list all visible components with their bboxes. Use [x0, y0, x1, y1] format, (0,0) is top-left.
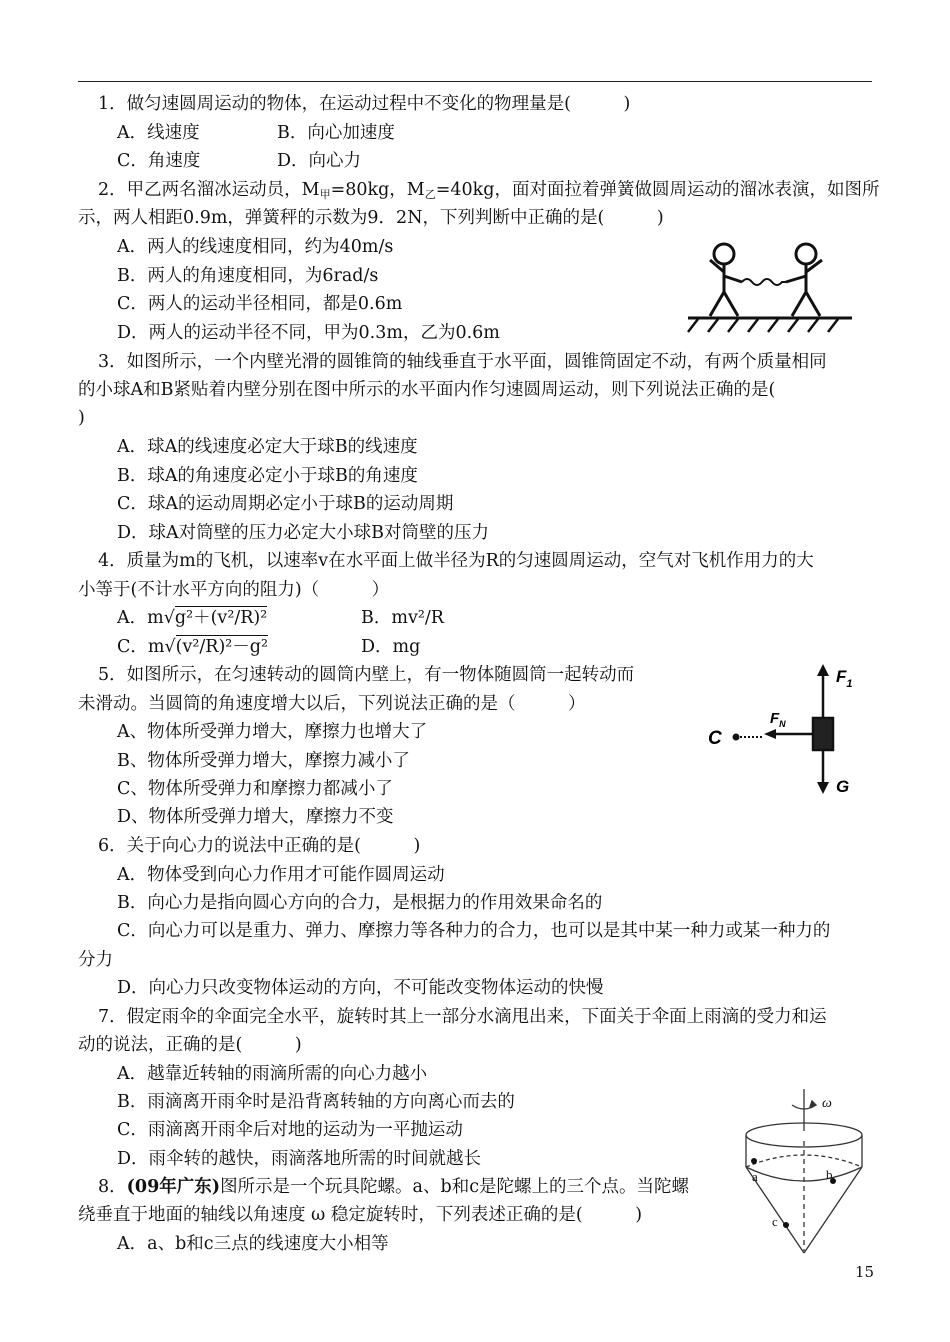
a-label: a	[752, 1169, 758, 1184]
q4-stem-line2: 小等于(不计水平方向的阻力)（ ）	[78, 580, 390, 600]
b-label: b	[826, 1167, 833, 1182]
q4-option-c: C．m√(v²/R)²－g²	[117, 637, 269, 657]
q4-a-radicand: g²＋(v²/R)²	[174, 608, 268, 628]
q2-stem-line1: 2．甲乙两名溜冰运动员，$M_甲=80kg$，$M_乙=40kg$，面对面拉着弹簧做圆周运动的溜冰表演，如图所	[98, 180, 880, 201]
q1-option-d: D．向心力	[277, 151, 362, 171]
q4-option-a: A．m√g²＋(v²/R)²	[117, 608, 268, 628]
q3-option-a: A．球A的线速度必定大于球B的线速度	[117, 437, 418, 457]
spinning-top-figure	[738, 1085, 870, 1260]
q5-option-b: B、物体所受弹力增大，摩擦力减小了	[117, 751, 410, 771]
q2-stem-line2: 示，两人相距0.9m，弹簧秤的示数为9．2N，下列判断中正确的是( )	[78, 208, 664, 228]
q8-source-tag: (09年广东)	[126, 1177, 221, 1197]
q8-stem-line2: 绕垂直于地面的轴线以角速度 ω 稳定旋转时，下列表述正确的是( )	[78, 1205, 643, 1225]
q1-stem: 1．做匀速圆周运动的物体，在运动过程中不变化的物理量是( )	[98, 94, 631, 114]
page-number: 15	[855, 1263, 875, 1281]
header-rule	[78, 81, 872, 82]
q5-stem-line1: 5．如图所示，在匀速转动的圆筒内壁上，有一物体随圆筒一起转动而	[98, 665, 635, 685]
q8-stem-line1: 8．(09年广东)图所示是一个玩具陀螺。a、b和c是陀螺上的三个点。当陀螺	[98, 1177, 689, 1197]
q2-option-b: B．两人的角速度相同，为6rad/s	[117, 266, 379, 286]
q3-option-d: D．球A对筒壁的压力必定大小球B对筒壁的压力	[117, 523, 490, 543]
q4-option-b: B．mv²/R	[361, 608, 444, 628]
q3-option-b: B．球A的角速度必定小于球B的角速度	[117, 466, 418, 486]
q4-c-radicand: (v²/R)²－g²	[175, 637, 269, 657]
point-c-dot	[783, 1222, 789, 1228]
q3-option-c: C．球A的运动周期必定小于球B的运动周期	[117, 494, 454, 514]
fn-label: $F_N$	[770, 710, 786, 729]
q4-option-d: D．mg	[361, 637, 421, 657]
q3-stem-line2: 的小球A和B紧贴着内壁分别在图中所示的水平面内作匀速圆周运动，则下列说法正确的是(	[78, 380, 776, 400]
q5-option-d: D、物体所受弹力增大，摩擦力不变	[117, 807, 394, 827]
q6-option-d: D．向心力只改变物体运动的方向，不可能改变物体运动的快慢	[117, 978, 604, 998]
q5-stem-line2: 未滑动。当圆筒的角速度增大以后，下列说法正确的是（ ）	[78, 694, 586, 714]
q1-option-b: B．向心加速度	[277, 123, 395, 143]
c-label: C	[708, 728, 722, 749]
q3-stem-line3: )	[78, 408, 85, 428]
q5-option-c: C、物体所受弹力和摩擦力都减小了	[117, 779, 393, 799]
q4-stem-line1: 4．质量为m的飞机，以速率v在水平面上做半径为R的匀速圆周运动，空气对飞机作用力的大	[98, 551, 814, 571]
q8-option-a: A．a、b和c三点的线速度大小相等	[117, 1234, 389, 1254]
q2-option-a: A．两人的线速度相同，约为40m/s	[117, 237, 394, 257]
point-a-dot	[751, 1158, 757, 1164]
q2-sub-yi: 乙	[424, 188, 436, 201]
q6-option-b: B．向心力是指向圆心方向的合力，是根据力的作用效果命名的	[117, 893, 603, 913]
q7-option-d: D．雨伞转的越快，雨滴落地所需的时间就越长	[117, 1149, 482, 1169]
q2-sub-jia: 甲	[319, 188, 331, 201]
q7-option-a: A．越靠近转轴的雨滴所需的向心力越小	[117, 1064, 428, 1084]
c-label: c	[772, 1214, 778, 1229]
q7-stem-line2: 动的说法，正确的是( )	[78, 1035, 302, 1055]
q3-stem-line1: 3．如图所示，一个内壁光滑的圆锥筒的轴线垂直于水平面，圆锥筒固定不动，有两个质量相同	[98, 352, 827, 372]
q7-option-b: B．雨滴离开雨伞时是沿背离转轴的方向离心而去的	[117, 1092, 515, 1112]
q1-option-a: A．线速度	[117, 123, 200, 143]
skaters-figure	[686, 232, 856, 338]
q2-option-d: D．两人的运动半径不同，甲为0.3m，乙为0.6m	[117, 323, 500, 343]
q6-option-c-line2: 分力	[78, 950, 113, 970]
omega-label: ω	[822, 1096, 832, 1111]
q1-option-c: C．角速度	[117, 151, 201, 171]
q6-stem: 6．关于向心力的说法中正确的是( )	[98, 836, 421, 856]
q5-option-a: A、物体所受弹力增大，摩擦力也增大了	[117, 722, 428, 742]
q6-option-c-line1: C．向心力可以是重力、弹力、摩擦力等各种力的合力，也可以是其中某一种力或某一种力的	[117, 921, 831, 941]
q6-option-a: A．物体受到向心力作用才可能作圆周运动	[117, 865, 445, 885]
g-label: G	[836, 777, 850, 796]
force-diagram	[700, 660, 870, 800]
q7-option-c: C．雨滴离开雨伞后对地的运动为一平抛运动	[117, 1120, 463, 1140]
q2-option-c: C．两人的运动半径相同，都是0.6m	[117, 294, 403, 314]
f1-label: $F_1$	[836, 667, 853, 690]
q7-stem-line1: 7．假定雨伞的伞面完全水平，旋转时其上一部分水滴甩出来，下面关于伞面上雨滴的受力和运	[98, 1007, 827, 1027]
